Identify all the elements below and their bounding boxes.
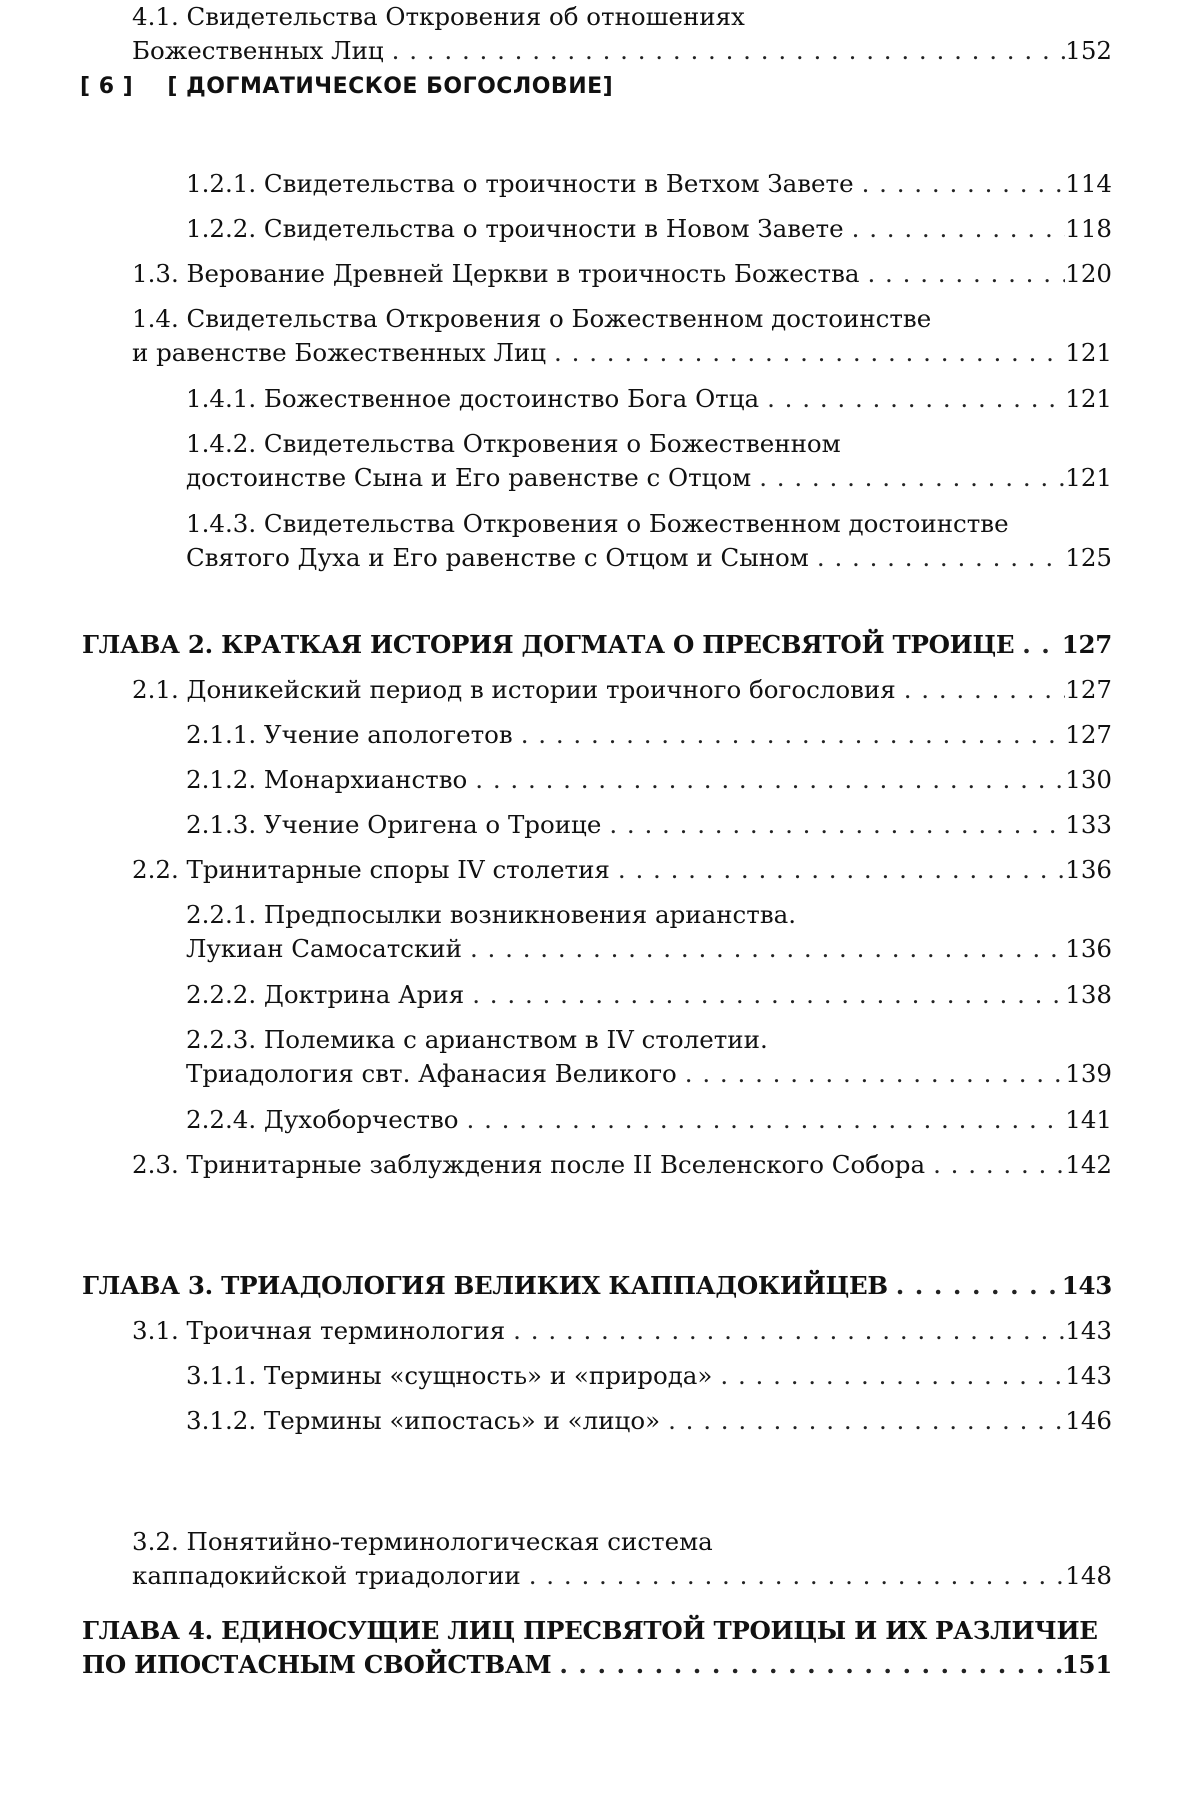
running-title: [ ДОГМАТИЧЕСКОЕ БОГОСЛОВИЕ] bbox=[167, 74, 614, 99]
toc-chapter bbox=[82, 1614, 1112, 1682]
dot-leader bbox=[660, 1404, 1065, 1438]
dot-leader bbox=[462, 932, 1065, 966]
toc-section bbox=[132, 1525, 1112, 1593]
toc-subsection bbox=[186, 898, 1112, 966]
toc-line bbox=[186, 167, 1112, 201]
toc-page-number: 125 bbox=[1065, 543, 1112, 572]
toc-line bbox=[186, 382, 1112, 416]
toc-page-number: 148 bbox=[1065, 1561, 1112, 1590]
dot-leader bbox=[759, 382, 1065, 416]
toc-page-number: 136 bbox=[1065, 934, 1112, 963]
page-number: [ 6 ] bbox=[80, 74, 134, 99]
toc-section bbox=[132, 1148, 1112, 1182]
dot-leader bbox=[384, 34, 1066, 68]
dot-leader bbox=[925, 1148, 1065, 1182]
dot-leader bbox=[751, 461, 1065, 495]
toc-line bbox=[186, 978, 1112, 1012]
toc-title: 2.1. Доникейский период в истории троичного богословия bbox=[132, 675, 896, 704]
toc-chapter bbox=[82, 1269, 1112, 1303]
toc-page-number: 146 bbox=[1065, 1406, 1112, 1435]
dot-leader bbox=[467, 763, 1065, 797]
toc-chapter bbox=[82, 628, 1112, 662]
toc-subsection bbox=[186, 167, 1112, 201]
toc-page-number: 121 bbox=[1065, 384, 1112, 413]
dot-leader bbox=[712, 1359, 1065, 1393]
toc-line bbox=[186, 763, 1112, 797]
toc-title: 3.2. Понятийно-терминологическая система bbox=[132, 1527, 713, 1556]
toc-page-number: 143 bbox=[1065, 1361, 1112, 1390]
toc-page-number: 141 bbox=[1065, 1105, 1112, 1134]
dot-leader bbox=[513, 718, 1066, 752]
toc-line bbox=[82, 1614, 1112, 1648]
toc-page-number: 133 bbox=[1065, 810, 1112, 839]
toc-section bbox=[132, 673, 1112, 707]
toc-page-number: 143 bbox=[1065, 1316, 1112, 1345]
toc-section bbox=[132, 0, 1112, 68]
toc-subsection bbox=[186, 808, 1112, 842]
toc-title: 1.4.3. Свидетельства Откровения о Божественном достоинстве bbox=[186, 509, 1009, 538]
toc-line bbox=[132, 302, 1112, 336]
toc-title: Триадология свт. Афанасия Великого bbox=[186, 1059, 677, 1088]
toc-title: ПО ИПОСТАСНЫМ СВОЙСТВАМ bbox=[82, 1650, 552, 1679]
toc-line bbox=[186, 1057, 1112, 1091]
dot-leader bbox=[844, 212, 1066, 246]
toc-line bbox=[186, 461, 1112, 495]
toc-line bbox=[132, 34, 1112, 68]
dot-leader bbox=[610, 853, 1065, 887]
toc-title: 3.1.2. Термины «ипостась» и «лицо» bbox=[186, 1406, 661, 1435]
toc-line bbox=[186, 718, 1112, 752]
toc-subsection bbox=[186, 427, 1112, 495]
toc-page-number: 151 bbox=[1061, 1650, 1112, 1679]
toc-section bbox=[132, 1314, 1112, 1348]
toc-title: 3.1. Троичная терминология bbox=[132, 1316, 506, 1345]
toc-title: 1.4.1. Божественное достоинство Бога Отца bbox=[186, 384, 760, 413]
toc-subsection bbox=[186, 1359, 1112, 1393]
toc-line bbox=[186, 898, 1112, 932]
toc-title: 1.2.2. Свидетельства о троичности в Новом Завете bbox=[186, 214, 844, 243]
toc-title: 1.2.1. Свидетельства о троичности в Ветхом Завете bbox=[186, 169, 854, 198]
toc-title: достоинстве Сына и Его равенстве с Отцом bbox=[186, 463, 752, 492]
toc-page-number: 120 bbox=[1065, 259, 1112, 288]
toc-title: 2.2.2. Доктрина Ария bbox=[186, 980, 465, 1009]
toc-subsection bbox=[186, 212, 1112, 246]
dot-leader bbox=[854, 167, 1066, 201]
toc-line bbox=[132, 1525, 1112, 1559]
toc-title: и равенстве Божественных Лиц bbox=[132, 338, 547, 367]
dot-leader bbox=[521, 1559, 1066, 1593]
toc-title: 2.2.3. Полемика с арианством в IV столетии. bbox=[186, 1025, 768, 1054]
dot-leader bbox=[1014, 628, 1062, 662]
toc-page-number: 152 bbox=[1065, 36, 1112, 65]
toc-line bbox=[186, 932, 1112, 966]
toc-line bbox=[132, 853, 1112, 887]
toc-title: 2.2.1. Предпосылки возникновения арианства. bbox=[186, 900, 797, 929]
toc-line bbox=[186, 1404, 1112, 1438]
toc-line bbox=[132, 257, 1112, 291]
toc-title: 2.1.1. Учение апологетов bbox=[186, 720, 513, 749]
dot-leader bbox=[859, 257, 1065, 291]
toc-subsection bbox=[186, 763, 1112, 797]
toc-line bbox=[132, 0, 1112, 34]
toc-title: 3.1.1. Термины «сущность» и «природа» bbox=[186, 1361, 713, 1390]
toc-page-number: 121 bbox=[1065, 463, 1112, 492]
toc-title: 1.4.2. Свидетельства Откровения о Божественном bbox=[186, 429, 841, 458]
toc-title: 2.1.2. Монархианство bbox=[186, 765, 468, 794]
toc-page-number: 139 bbox=[1065, 1059, 1112, 1088]
dot-leader bbox=[601, 808, 1065, 842]
toc-subsection bbox=[186, 978, 1112, 1012]
toc-page-number: 142 bbox=[1065, 1150, 1112, 1179]
toc-line bbox=[186, 1103, 1112, 1137]
toc-title: Святого Духа и Его равенстве с Отцом и Сыном bbox=[186, 543, 809, 572]
toc-line bbox=[186, 427, 1112, 461]
toc-line bbox=[186, 1023, 1112, 1057]
toc-title: Лукиан Самосатский bbox=[186, 934, 462, 963]
dot-leader bbox=[896, 673, 1066, 707]
dot-leader bbox=[888, 1269, 1062, 1303]
dot-leader bbox=[505, 1314, 1065, 1348]
toc-title: каппадокийской триадологии bbox=[132, 1561, 521, 1590]
toc-line bbox=[132, 673, 1112, 707]
toc-title: ГЛАВА 4. ЕДИНОСУЩИЕ ЛИЦ ПРЕСВЯТОЙ ТРОИЦЫ И ИХ РАЗЛИЧИЕ bbox=[82, 1616, 1098, 1645]
toc-title: ГЛАВА 3. ТРИАДОЛОГИЯ ВЕЛИКИХ КАППАДОКИЙЦЕВ bbox=[82, 1271, 888, 1300]
dot-leader bbox=[464, 978, 1065, 1012]
dot-leader bbox=[546, 336, 1065, 370]
page-header bbox=[80, 74, 613, 99]
toc-subsection bbox=[186, 1023, 1112, 1091]
toc-subsection bbox=[186, 382, 1112, 416]
toc-line bbox=[82, 628, 1112, 662]
toc-title: 2.3. Тринитарные заблуждения после II Вселенского Собора bbox=[132, 1150, 926, 1179]
toc-line bbox=[132, 336, 1112, 370]
toc-line bbox=[82, 1648, 1112, 1682]
toc-title: 2.2.4. Духоборчество bbox=[186, 1105, 459, 1134]
dot-leader bbox=[551, 1648, 1061, 1682]
toc-line bbox=[186, 1359, 1112, 1393]
toc-page-number: 121 bbox=[1065, 338, 1112, 367]
toc-line bbox=[132, 1148, 1112, 1182]
toc-page-number: 143 bbox=[1061, 1271, 1112, 1300]
toc-page-number: 127 bbox=[1061, 630, 1112, 659]
toc-line bbox=[186, 808, 1112, 842]
toc-title: Божественных Лиц bbox=[132, 36, 384, 65]
toc-section bbox=[132, 257, 1112, 291]
toc-subsection bbox=[186, 718, 1112, 752]
toc-title: ГЛАВА 2. КРАТКАЯ ИСТОРИЯ ДОГМАТА О ПРЕСВЯТОЙ ТРОИЦЕ bbox=[82, 630, 1015, 659]
toc-subsection bbox=[186, 507, 1112, 575]
toc-line bbox=[132, 1314, 1112, 1348]
toc-section bbox=[132, 302, 1112, 370]
toc-section bbox=[132, 853, 1112, 887]
toc-title: 1.3. Верование Древней Церкви в троичность Божества bbox=[132, 259, 860, 288]
toc-title: 1.4. Свидетельства Откровения о Божественном достоинстве bbox=[132, 304, 932, 333]
toc-line bbox=[186, 507, 1112, 541]
toc-line bbox=[186, 541, 1112, 575]
toc-page-number: 127 bbox=[1065, 720, 1112, 749]
toc-subsection bbox=[186, 1404, 1112, 1438]
toc-line bbox=[132, 1559, 1112, 1593]
toc-page-number: 118 bbox=[1065, 214, 1112, 243]
toc-title: 2.1.3. Учение Оригена о Троице bbox=[186, 810, 602, 839]
toc-line bbox=[186, 212, 1112, 246]
toc-page-number: 138 bbox=[1065, 980, 1112, 1009]
toc-page-number: 127 bbox=[1065, 675, 1112, 704]
toc-subsection bbox=[186, 1103, 1112, 1137]
dot-leader bbox=[677, 1057, 1065, 1091]
toc-title: 4.1. Свидетельства Откровения об отношениях bbox=[132, 2, 745, 31]
dot-leader bbox=[459, 1103, 1066, 1137]
toc-line bbox=[82, 1269, 1112, 1303]
dot-leader bbox=[809, 541, 1065, 575]
toc-page-number: 130 bbox=[1065, 765, 1112, 794]
toc-page-number: 114 bbox=[1065, 169, 1112, 198]
toc-page-number: 136 bbox=[1065, 855, 1112, 884]
toc-title: 2.2. Тринитарные споры IV столетия bbox=[132, 855, 610, 884]
